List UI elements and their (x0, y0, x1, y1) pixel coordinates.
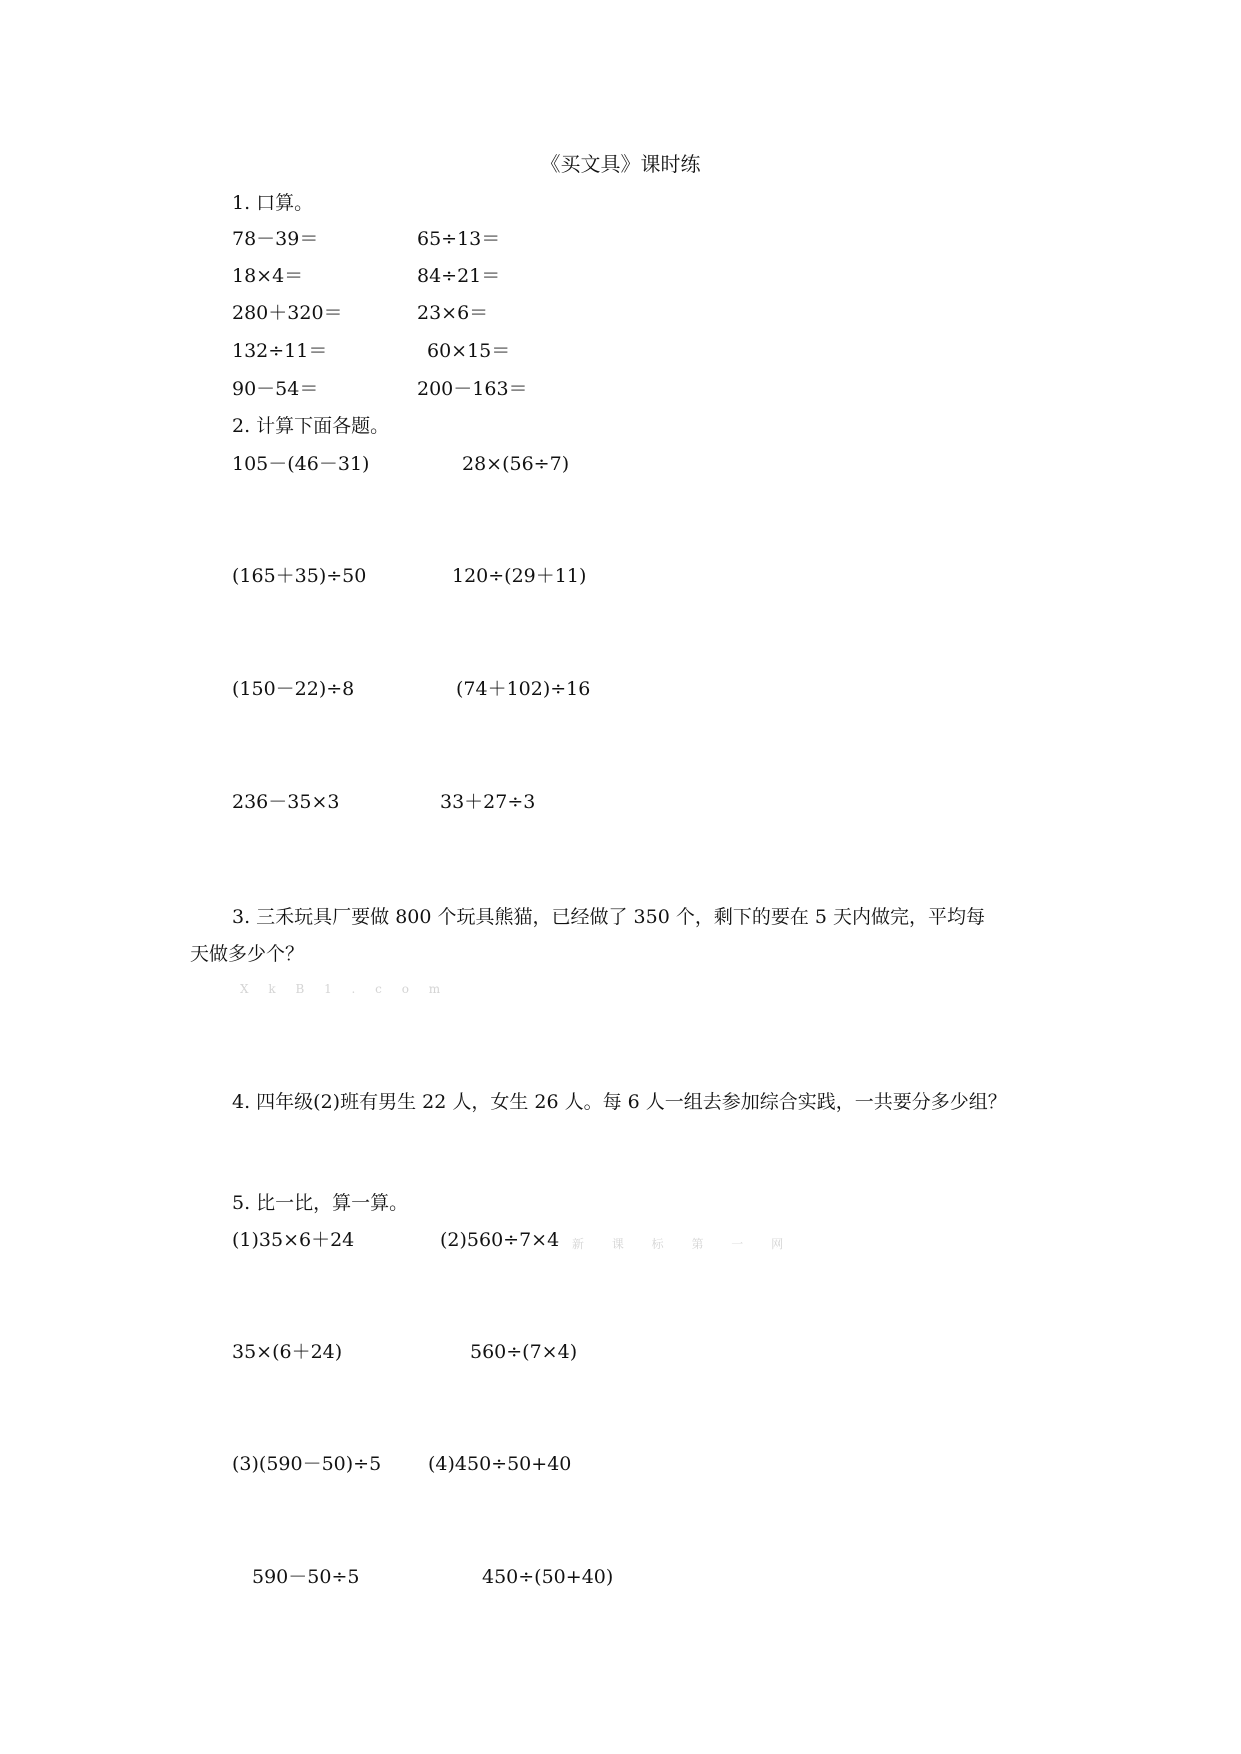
q1-item-4a: 132÷11＝ (232, 340, 328, 362)
q2-item-3a: (150－22)÷8 (232, 678, 355, 700)
q1-item-3a: 280＋320＝ (232, 302, 343, 324)
q5-heading: 5. 比一比，算一算。 (232, 1192, 409, 1214)
q5-item-4b: 450÷(50+40) (482, 1566, 614, 1588)
q4-text: 4. 四年级(2)班有男生 22 人，女生 26 人。每 6 人一组去参加综合实践，一共要分多少组？ (232, 1091, 1007, 1113)
q2-item-2a: (165＋35)÷50 (232, 565, 367, 587)
q1-item-5a: 90－54＝ (232, 378, 319, 400)
q2-item-2b: 120÷(29＋11) (452, 565, 587, 587)
q2-item-4b: 33＋27÷3 (440, 791, 536, 813)
q3-line-1: 3. 三禾玩具厂要做 800 个玩具熊猫，已经做了 350 个，剩下的要在 5 天内做完，平均每 (232, 906, 986, 928)
q5-item-4a: 590－50÷5 (252, 1566, 360, 1588)
q2-heading: 2. 计算下面各题。 (232, 415, 390, 437)
q5-item-2b: 560÷(7×4) (470, 1341, 578, 1363)
q1-heading: 1. 口算。 (232, 192, 314, 214)
q5-item-3b: (4)450÷50+40 (428, 1453, 572, 1475)
q1-item-2b: 84÷21＝ (417, 265, 501, 287)
q1-item-1b: 65÷13＝ (417, 228, 501, 250)
q1-item-2a: 18×4＝ (232, 265, 304, 287)
q3-line-2: 天做多少个？ (190, 943, 305, 965)
watermark-xinkebiao: 新 课 标 第 一 网 (572, 1237, 796, 1251)
q5-item-3a: (3)(590－50)÷5 (232, 1453, 382, 1475)
q2-item-1b: 28×(56÷7) (462, 453, 570, 475)
q2-item-3b: (74＋102)÷16 (456, 678, 591, 700)
q5-item-1a: (1)35×6＋24 (232, 1229, 355, 1251)
q1-item-1a: 78－39＝ (232, 228, 319, 250)
q2-item-4a: 236－35×3 (232, 791, 340, 813)
watermark-xkb1: X k B 1 . c o m (240, 982, 449, 996)
q5-item-2a: 35×(6＋24) (232, 1341, 343, 1363)
page-title: 《买文具》课时练 (540, 152, 701, 176)
q2-item-1a: 105－(46－31) (232, 453, 370, 475)
q1-item-5b: 200－163＝ (417, 378, 528, 400)
q1-item-3b: 23×6＝ (417, 302, 489, 324)
q1-item-4b: 60×15＝ (427, 340, 511, 362)
q5-item-1b: (2)560÷7×4 (440, 1229, 560, 1251)
